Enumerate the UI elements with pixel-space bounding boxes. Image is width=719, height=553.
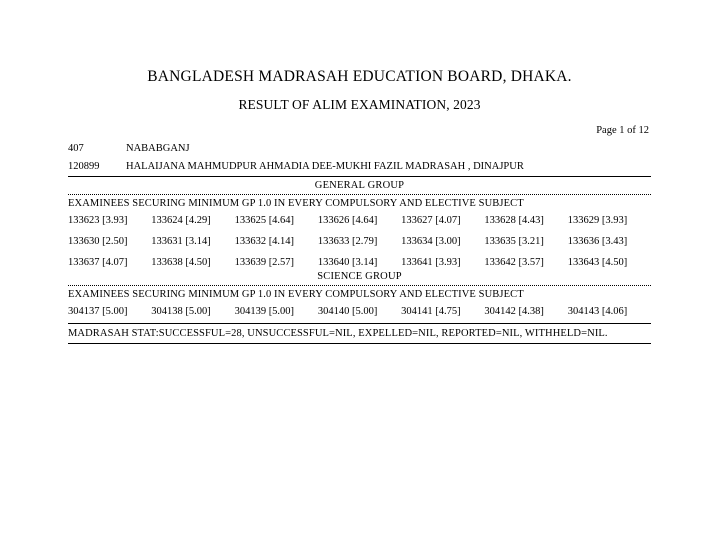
institution-eiin: 120899	[68, 161, 100, 172]
criteria-text: EXAMINEES SECURING MINIMUM GP 1.0 IN EVERY COMPULSORY AND ELECTIVE SUBJECT	[68, 289, 524, 300]
group-title: SCIENCE GROUP	[317, 271, 402, 282]
result-cell: 133630 [2.50]	[68, 236, 128, 247]
result-cell: 304141 [4.75]	[401, 306, 461, 317]
result-cell: 133628 [4.43]	[484, 215, 544, 226]
result-cell: 304143 [4.06]	[567, 306, 628, 317]
madrasah-stat-line: MADRASAH STAT:SUCCESSFUL=28, UNSUCCESSFUL=NIL, EXPELLED=NIL, REPORTED=NIL, WITHHELD=NIL.	[68, 328, 608, 339]
result-cell: 133633 [2.79]	[317, 236, 378, 247]
divider-above-stat	[68, 323, 651, 324]
district-code: 407	[68, 143, 84, 154]
result-title: RESULT OF ALIM EXAMINATION, 2023	[238, 97, 481, 112]
result-cell: 304142 [4.38]	[484, 306, 544, 317]
roll-grid-science	[68, 306, 651, 317]
section-science-group	[68, 271, 651, 317]
result-cell: 133626 [4.64]	[317, 215, 378, 226]
divider-dotted	[68, 285, 651, 286]
divider-dotted	[68, 194, 651, 195]
page-number: Page 1 of 12	[596, 125, 649, 136]
result-cell: 133624 [4.29]	[151, 215, 211, 226]
result-cell: 133629 [3.93]	[567, 215, 628, 226]
divider-under-institution	[68, 176, 651, 177]
district-row	[68, 143, 651, 154]
result-cell: 133637 [4.07]	[68, 257, 128, 268]
result-cell: 133634 [3.00]	[401, 236, 461, 247]
result-cell: 133625 [4.64]	[234, 215, 295, 226]
result-cell: 133640 [3.14]	[317, 257, 378, 268]
result-cell: 133643 [4.50]	[567, 257, 628, 268]
result-cell: 133642 [3.57]	[484, 257, 544, 268]
result-cell: 133638 [4.50]	[151, 257, 211, 268]
result-cell: 304138 [5.00]	[151, 306, 211, 317]
district-name: NABABGANJ	[126, 143, 190, 154]
result-cell: 133632 [4.14]	[234, 236, 295, 247]
result-cell: 304140 [5.00]	[317, 306, 378, 317]
roll-grid-general	[68, 215, 651, 268]
result-cell: 133635 [3.21]	[484, 236, 544, 247]
result-cell: 133639 [2.57]	[234, 257, 295, 268]
result-cell: 133623 [3.93]	[68, 215, 128, 226]
section-general-group	[68, 180, 651, 268]
result-cell: 133636 [3.43]	[567, 236, 628, 247]
divider-below-stat	[68, 343, 651, 344]
board-title: BANGLADESH MADRASAH EDUCATION BOARD, DHAKA.	[147, 68, 572, 85]
group-title: GENERAL GROUP	[314, 180, 405, 191]
criteria-text: EXAMINEES SECURING MINIMUM GP 1.0 IN EVERY COMPULSORY AND ELECTIVE SUBJECT	[68, 198, 524, 209]
institution-name: HALAIJANA MAHMUDPUR AHMADIA DEE-MUKHI FAZIL MADRASAH , DINAJPUR	[126, 161, 524, 172]
institution-row	[68, 161, 651, 172]
result-cell: 304139 [5.00]	[234, 306, 295, 317]
result-cell: 133631 [3.14]	[151, 236, 211, 247]
result-cell: 133627 [4.07]	[401, 215, 461, 226]
result-page	[0, 68, 719, 553]
result-cell: 304137 [5.00]	[68, 306, 128, 317]
result-cell: 133641 [3.93]	[401, 257, 461, 268]
